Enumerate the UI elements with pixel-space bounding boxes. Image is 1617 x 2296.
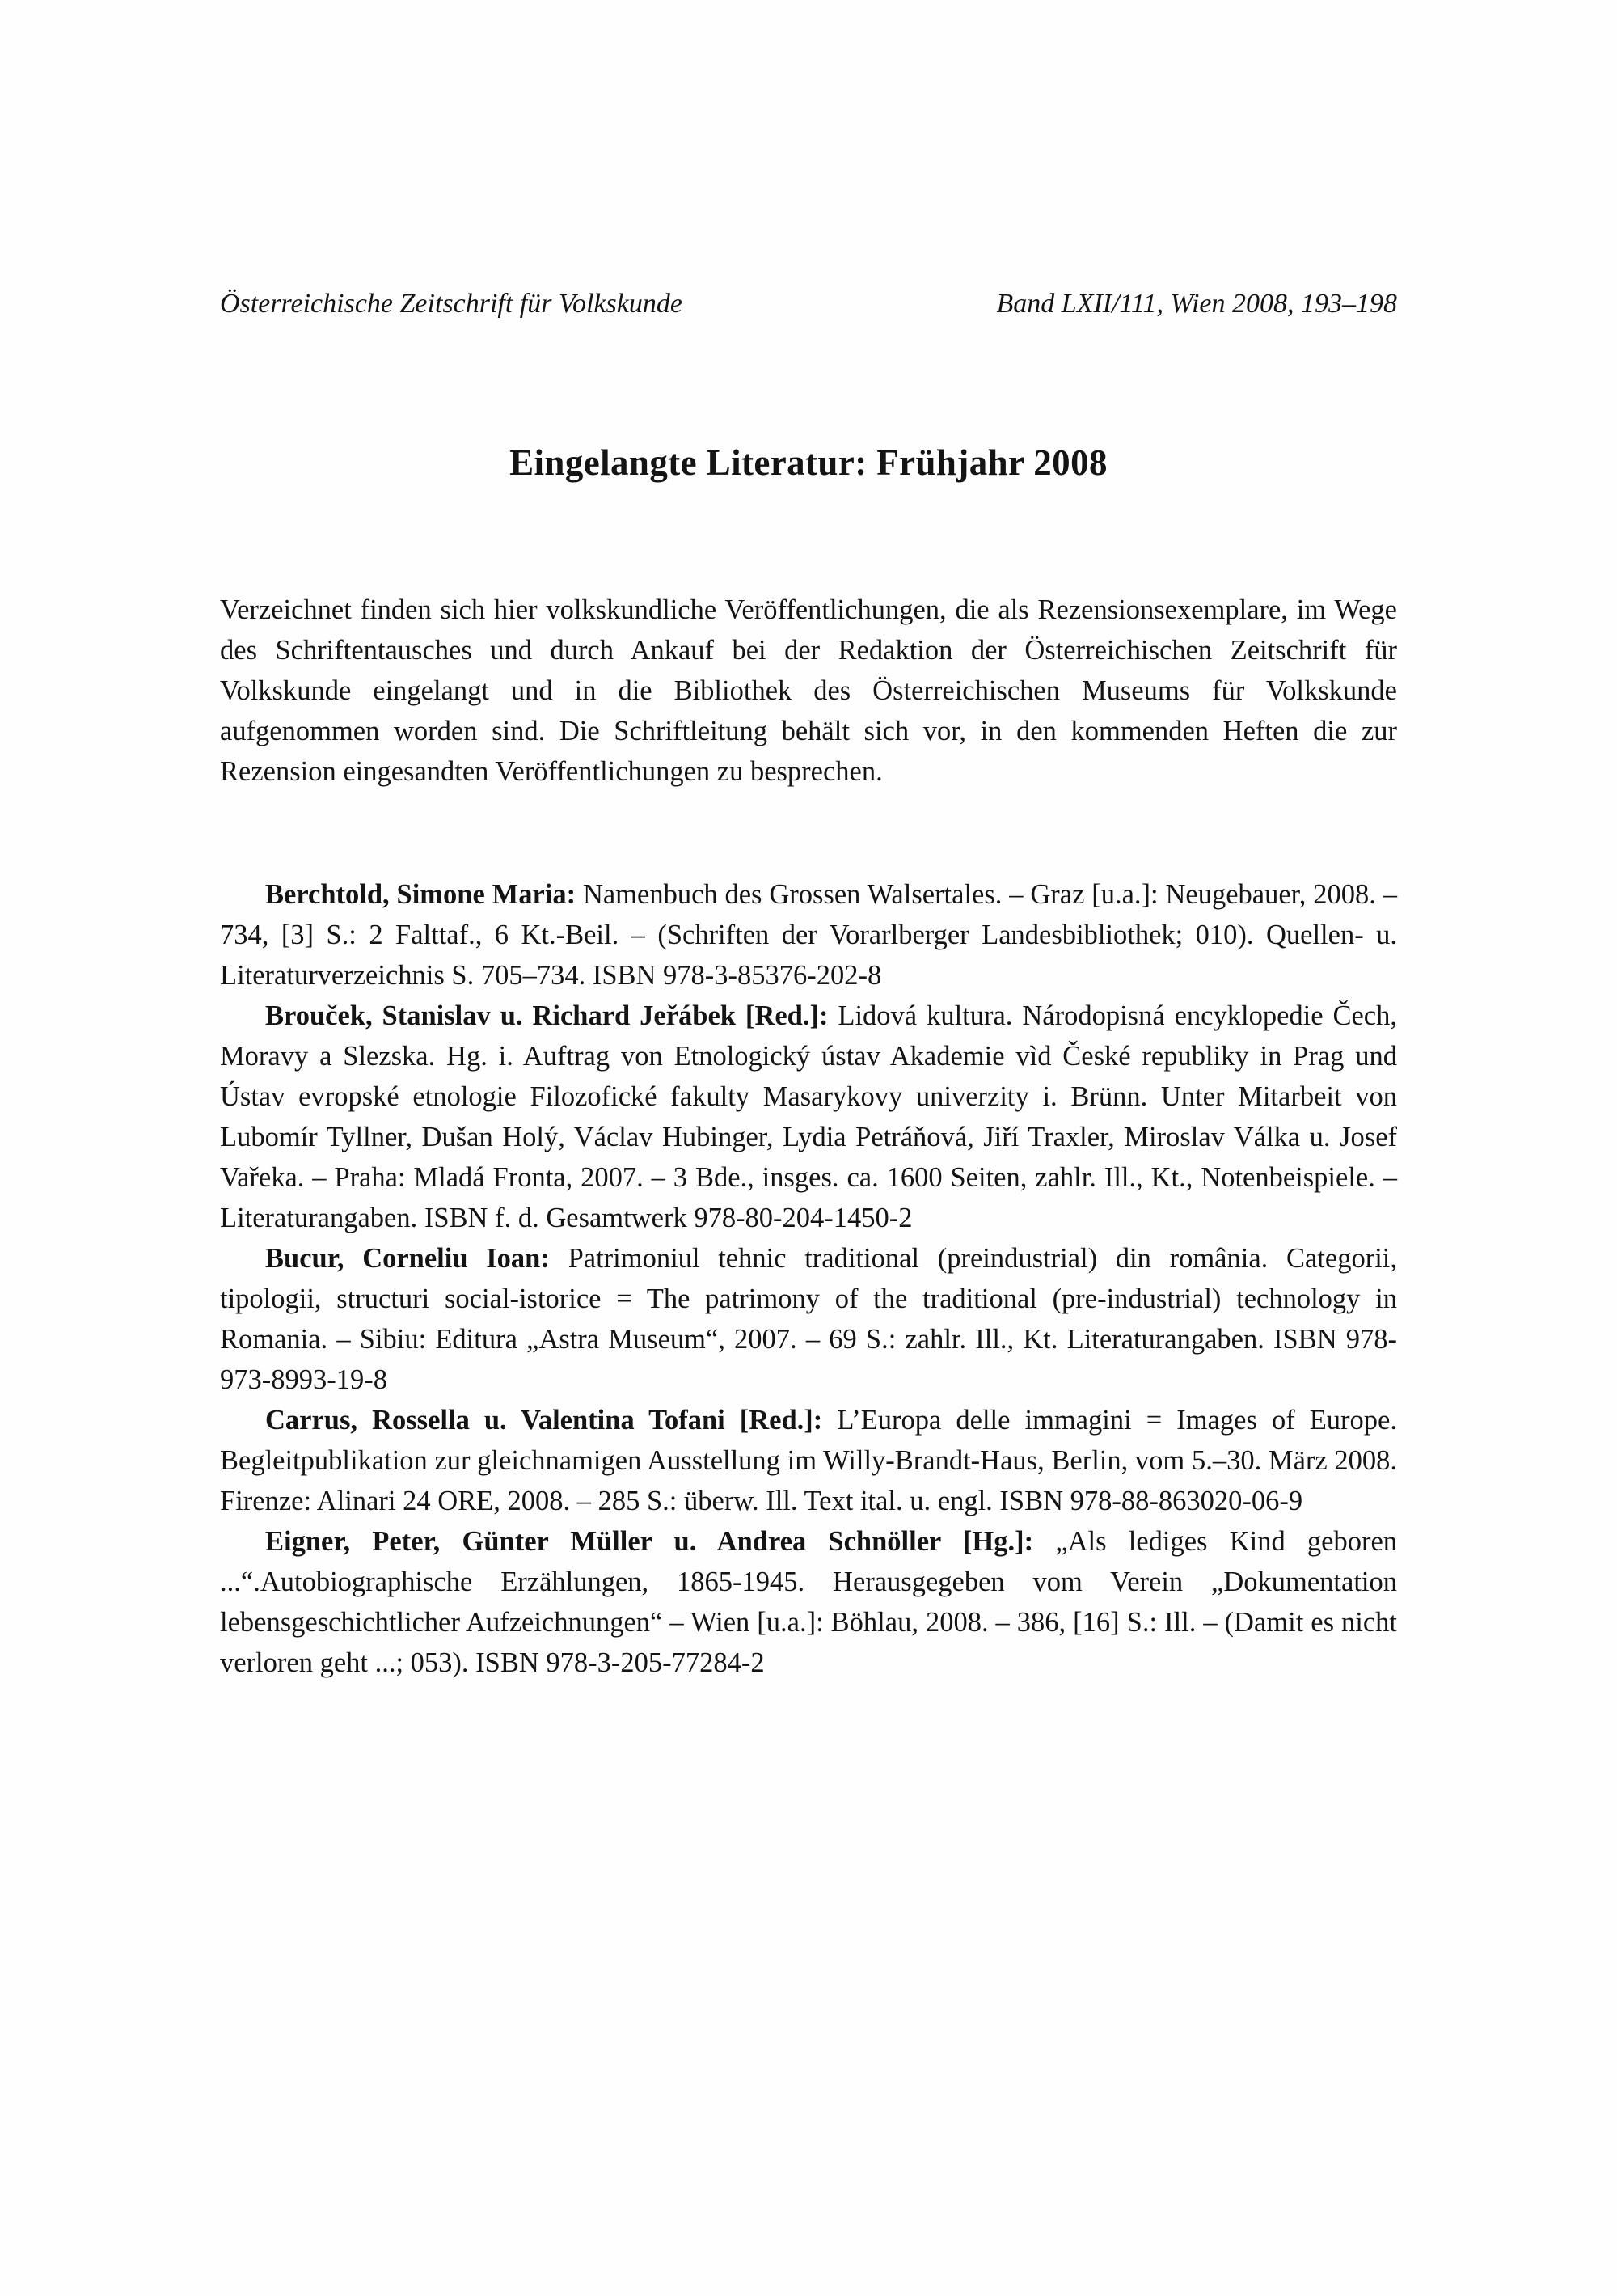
entry-details: Patrimoniul tehnic traditional (preindustrial) din românia. Categorii, tipologii, structuri social-istorice = The patrimony of the traditional (pre-industrial) technology in Romania. – Sibiu: Editura „Astra Museum“, 2007. – 69 S.: zahlr. Ill., Kt. Literaturangaben. ISBN 978-973-8993-19-8	[220, 1242, 1397, 1395]
entry-details: Namenbuch des Grossen Walsertales. – Graz [u.a.]: Neugebauer, 2008. – 734, [3] S.: 2 Falttaf., 6 Kt.-Beil. – (Schriften der Vorarlberger Landesbibliothek; 010). Quellen- u. Literaturverzeichnis S. 705–734. ISBN 978-3-85376-202-8	[220, 878, 1397, 991]
entry-author: Carrus, Rossella u. Valentina Tofani [Red.]:	[265, 1404, 823, 1436]
running-head	[220, 288, 1397, 321]
journal-title: Österreichische Zeitschrift für Volkskunde	[220, 289, 682, 319]
entry-details: „Als lediges Kind geboren ...“.Autobiographische Erzählungen, 1865-1945. Herausgegeben vom Verein „Dokumentation lebensgeschichtlicher Aufzeichnungen“ – Wien [u.a.]: Böhlau, 2008. – 386, [16] S.: Ill. – (Damit es nicht verloren geht ...; 053). ISBN 978-3-205-77284-2	[220, 1525, 1398, 1678]
entry-details: L’Europa delle immagini = Images of Europe. Begleitpublikation zur gleichnamigen Ausstellung im Willy-Brandt-Haus, Berlin, vom 5.–30. März 2008. Firenze: Alinari 24 ORE, 2008. – 285 S.: überw. Ill. Text ital. u. engl. ISBN 978-88-863020-06-9	[220, 1404, 1397, 1516]
entry-author: Berchtold, Simone Maria:	[265, 878, 576, 910]
intro-paragraph: Verzeichnet finden sich hier volkskundliche Veröffentlichungen, die als Rezensionsexemplare, im Wege des Schriftentausches und durch Ankauf bei der Redaktion der Österreichischen Zeitschrift für Volkskunde eingelangt und in die Bibliothek des Österreichischen Museums für Volkskunde aufgenommen worden sind. Die Schriftleitung behält sich vor, in den kommenden Heften die zur Rezension eingesandten Veröffentlichungen zu besprechen.	[220, 594, 1397, 787]
article-title: Eingelangte Literatur: Frühjahr 2008	[509, 442, 1108, 483]
bibliography-entry	[220, 996, 1397, 1238]
entry-author: Brouček, Stanislav u. Richard Jeřábek [Red.]:	[265, 1000, 829, 1031]
bibliography-entry	[220, 874, 1397, 996]
bibliography-list	[220, 874, 1397, 1683]
bibliography-entry	[220, 1400, 1397, 1521]
entry-details: Lidová kultura. Národopisná encyklopedie Čech, Moravy a Slezska. Hg. i. Auftrag von Etnologický ústav Akademie vìd České republiky in Prag und Ústav evropské etnologie Filozofické fakulty Masarykovy univerzity i. Brünn. Unter Mitarbeit von Lubomír Tyllner, Dušan Holý, Václav Hubinger, Lydia Petráňová, Jiří Traxler, Miroslav Válka u. Josef Vařeka. – Praha: Mladá Fronta, 2007. – 3 Bde., insges. ca. 1600 Seiten, zahlr. Ill., Kt., Notenbeispiele. – Literaturangaben. ISBN f. d. Gesamtwerk 978-80-204-1450-2	[220, 1000, 1397, 1233]
entry-author: Eigner, Peter, Günter Müller u. Andrea Schnöller [Hg.]:	[265, 1525, 1034, 1557]
bibliography-entry	[220, 1238, 1397, 1400]
entry-author: Bucur, Corneliu Ioan:	[265, 1242, 550, 1274]
issue-info: Band LXII/111, Wien 2008, 193–198	[996, 289, 1397, 319]
bibliography-entry	[220, 1521, 1397, 1683]
